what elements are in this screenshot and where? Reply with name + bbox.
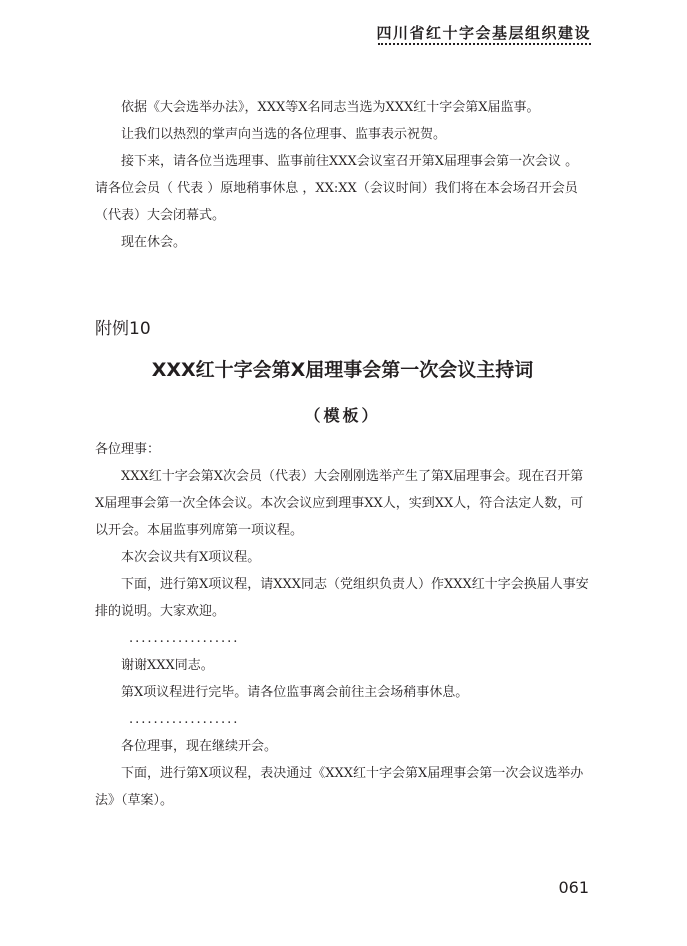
paragraph: 现在休会。 xyxy=(121,235,187,250)
continued-text xyxy=(95,94,590,256)
paragraph: 接下来，请各位当选理事、监事前往XXX会议室召开第X届理事会第一次会议 。请各位会员（ 代表 ）原地稍事休息 ，XX:XX（会议时间）我们将在本会场召开会员（代表）大会闭幕式。 xyxy=(95,154,579,223)
page-number: 061 xyxy=(558,878,589,897)
paragraph: 各位理事，现在继续开会。 xyxy=(121,739,278,754)
paragraph: 谢谢XXX同志。 xyxy=(121,658,214,673)
document-title: XXX红十字会第X届理事会第一次会议主持词 xyxy=(151,359,534,381)
appendix-label: 附例10 xyxy=(95,319,151,339)
paragraph: 下面，进行第X项议程，请XXX同志（党组织负责人）作XXX红十字会换届人事安排的说明。大家欢迎。 xyxy=(95,577,589,619)
running-header-title: 四川省红十字会基层组织建设 xyxy=(376,24,591,42)
salutation: 各位理事： xyxy=(95,442,161,457)
ellipsis-line: .................. xyxy=(129,712,240,727)
paragraph: 本次会议共有X项议程。 xyxy=(121,550,261,565)
paragraph: 下面，进行第X项议程，表决通过《XXX红十字会第X届理事会第一次会议选举办法》（草案）。 xyxy=(95,766,584,808)
ellipsis-line: .................. xyxy=(129,631,240,646)
paragraph: 依据《大会选举办法》，XXX等X名同志当选为XXX红十字会第X届监事。 xyxy=(121,100,540,115)
speech-text xyxy=(95,436,590,814)
paragraph: XXX红十字会第X次会员（代表）大会刚刚选举产生了第X届理事会。现在召开第X届理事会第一次全体会议。本次会议应到理事XX人，实到XX人，符合法定人数，可以开会。本届监事列席第一项议程。 xyxy=(95,469,584,538)
running-header-rule xyxy=(378,43,591,45)
paragraph: 第X项议程进行完毕。请各位监事离会前往主会场稍事休息。 xyxy=(121,685,469,700)
paragraph: 让我们以热烈的掌声向当选的各位理事、监事表示祝贺。 xyxy=(121,127,447,142)
document-subtitle: （模板） xyxy=(304,406,381,425)
